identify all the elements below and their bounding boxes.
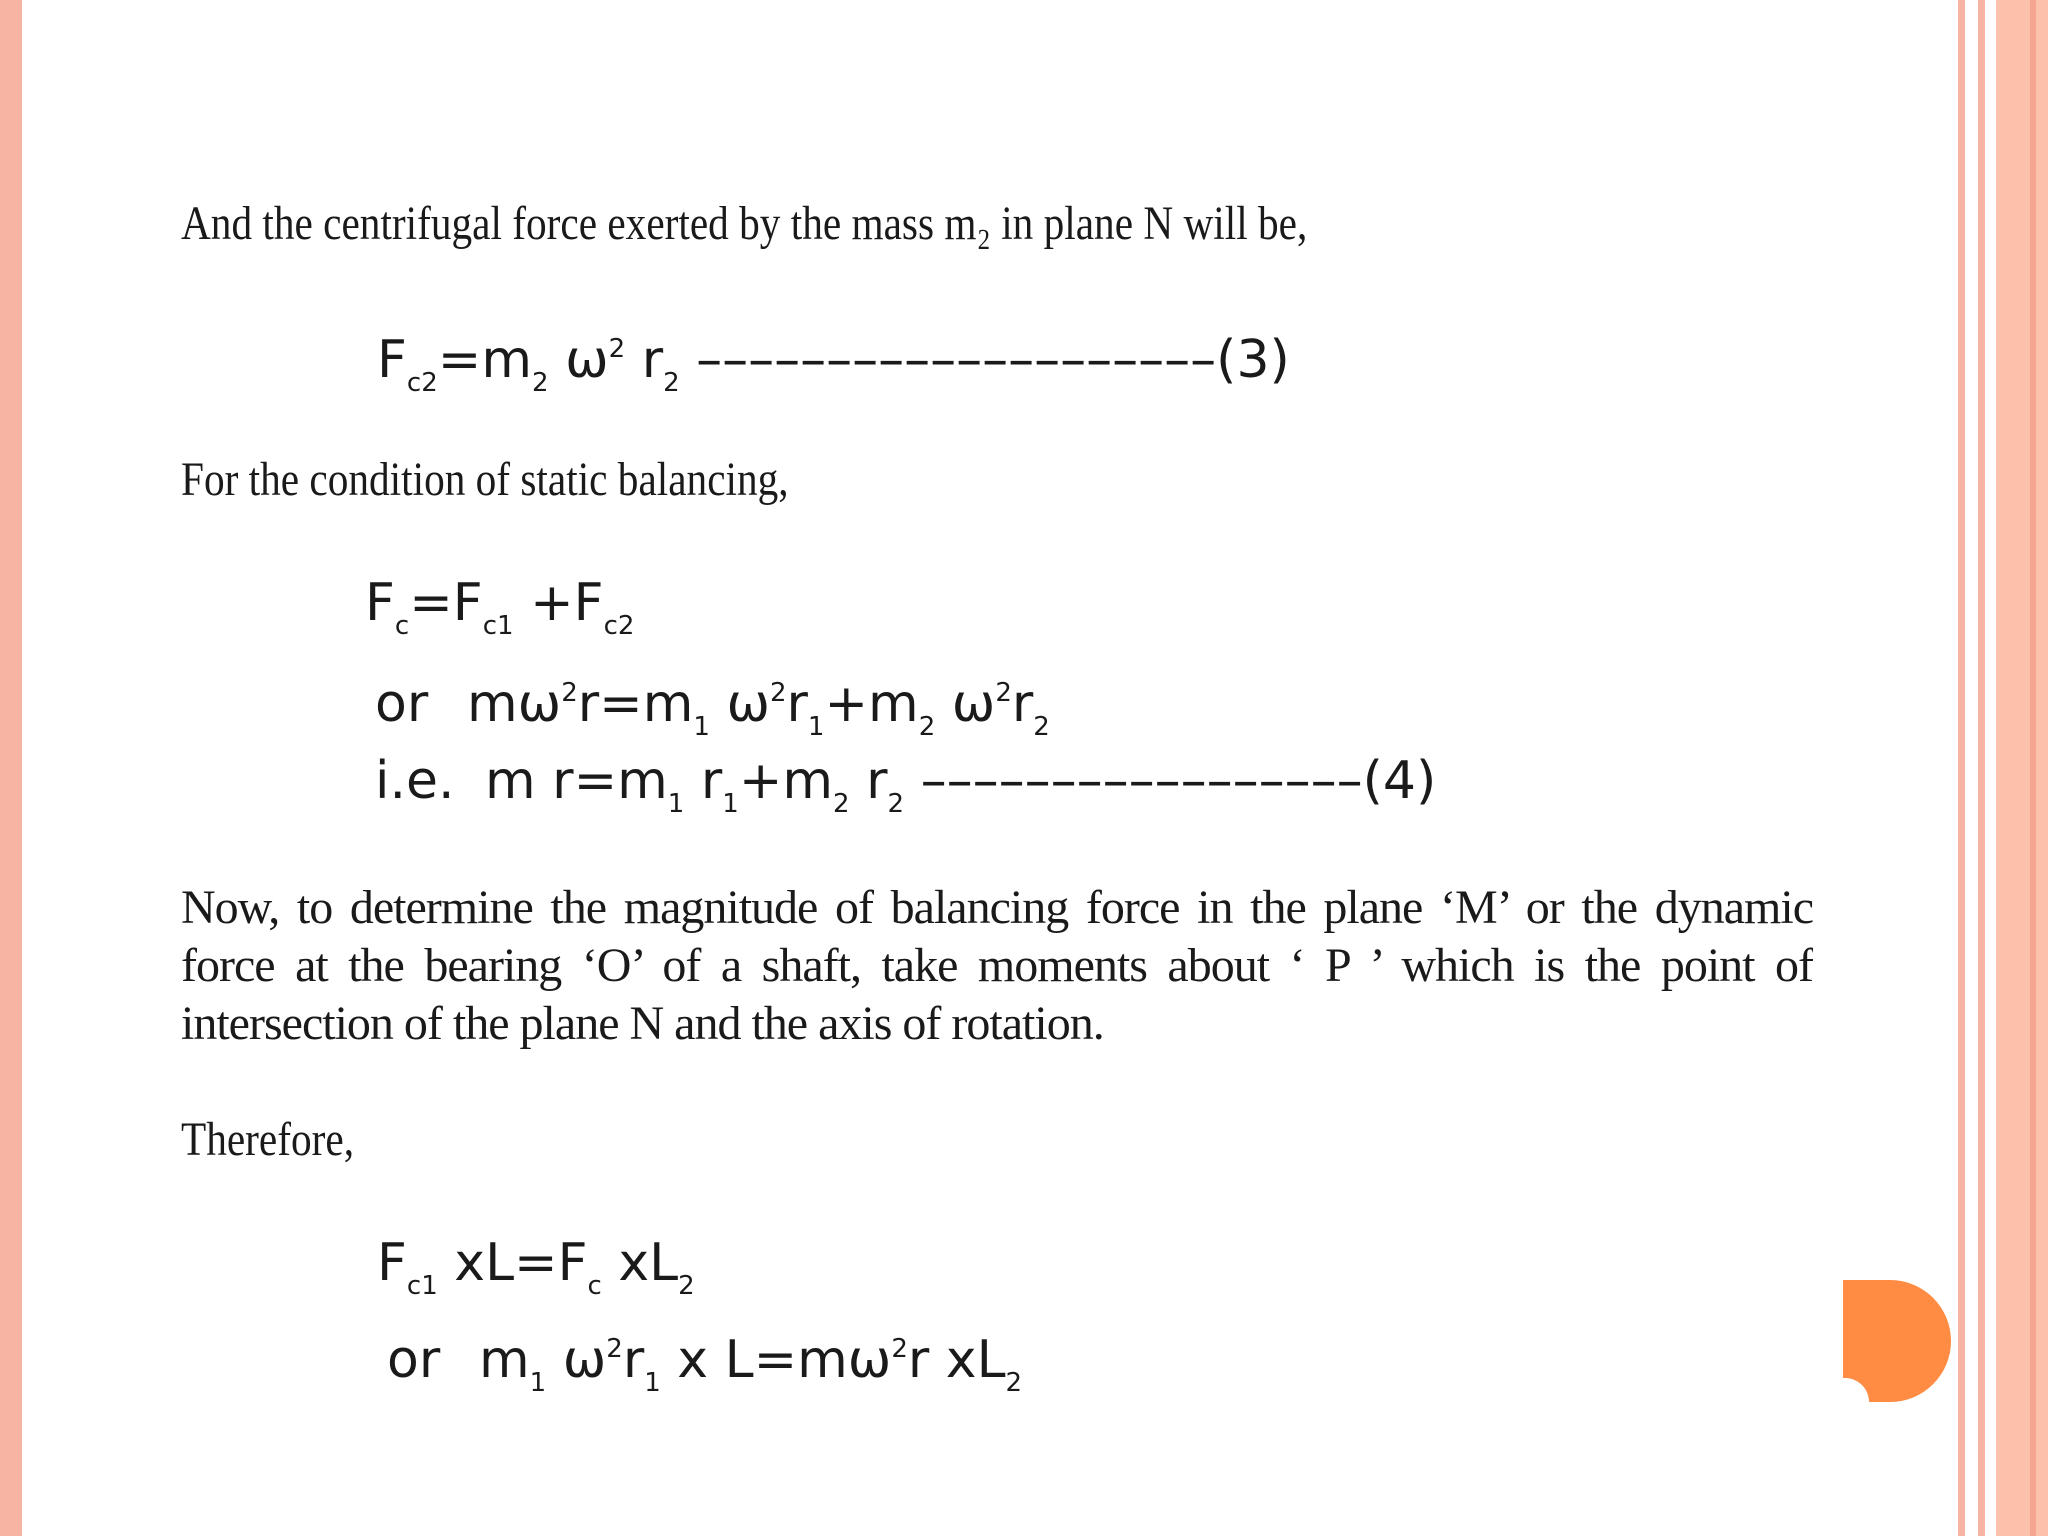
equation-static-expanded: or $m\omega^2r=m_1$ $\omega^2r_1+m_2$ $\omega^2r_2$ xyxy=(375,674,1050,742)
right-border-line xyxy=(1978,0,1985,1536)
intro-text: And the centrifugal force exerted by the mass m₂ in plane N will be, xyxy=(181,197,1308,250)
equation-3: $F_{c2}=m_2$ $\omega^2$ $r_2$ ––––––––––––––––––––(3) xyxy=(377,330,1290,398)
paragraph-line: force at the bearing ‘O’ of a shaft, take moments about ‘ P ’ which is the point of xyxy=(181,939,1813,992)
right-border-stripe xyxy=(2030,0,2036,1536)
therefore-text: Therefore, xyxy=(181,1113,355,1166)
left-border-bar xyxy=(0,0,22,1536)
equation-4-dashes: ––––––––––––––––– xyxy=(920,751,1363,811)
equation-4: i.e. m $r=m_1$ $r_1+m_2$ $r_2$ –––––––––––––––––(4) xyxy=(375,751,1437,819)
dynamic-force-paragraph xyxy=(181,879,1813,1053)
paragraph-line: intersection of the plane N and the axis of rotation. xyxy=(181,997,1104,1050)
right-border-band xyxy=(1996,0,2048,1536)
equation-4-number: (4) xyxy=(1362,751,1437,811)
equation-3-number: (3) xyxy=(1216,330,1290,390)
right-border-line xyxy=(1958,0,1965,1536)
equation-3-dashes: –––––––––––––––––––– xyxy=(696,330,1217,390)
equation-static-sum: $F_c=F_{c1} +F_{c2}$ xyxy=(365,573,635,641)
paragraph-line: Now, to determine the magnitude of balancing force in the plane ‘M’ or the dynamic xyxy=(181,881,1813,934)
equation-moment-expanded: or $m_1$ $\omega^2r_1$ x $L=m\omega^2r$ $xL_2$ xyxy=(387,1330,1023,1398)
equation-moment: $F_{c1}$ $xL=F_c$ $xL_2$ xyxy=(377,1233,695,1301)
condition-text: For the condition of static balancing, xyxy=(181,453,789,506)
